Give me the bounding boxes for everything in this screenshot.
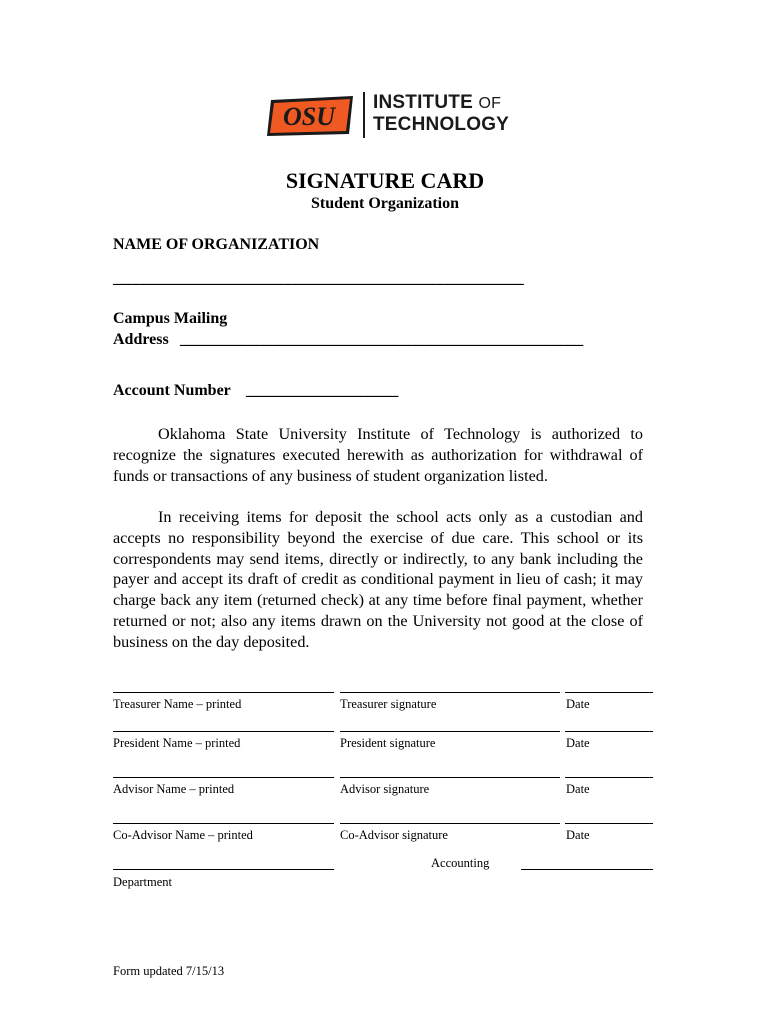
coadvisor-date-line[interactable] bbox=[565, 823, 653, 824]
logo-text bbox=[373, 92, 509, 135]
president-date-label: Date bbox=[566, 736, 590, 750]
logo-divider bbox=[363, 92, 365, 138]
treasurer-date-line[interactable] bbox=[565, 692, 653, 693]
osu-brand-text: OSU bbox=[282, 102, 336, 131]
president-name-line[interactable] bbox=[113, 731, 334, 732]
authorization-paragraph: Oklahoma State University Institute of Technology is authorized to recognize the signatures executed herewith as authorization for withdrawal of funds or transactions of any business of student organization listed. bbox=[113, 425, 643, 485]
logo-institute: INSTITUTE bbox=[373, 92, 473, 113]
department-label: Department bbox=[113, 875, 173, 889]
advisor-date-line[interactable] bbox=[565, 777, 653, 778]
advisor-date-label: Date bbox=[566, 782, 590, 796]
org-name-label: NAME OF ORGANIZATION bbox=[113, 236, 320, 253]
accounting-line[interactable] bbox=[521, 869, 653, 870]
advisor-signature-line[interactable] bbox=[340, 777, 560, 778]
account-number-field[interactable]: ____________________ bbox=[246, 382, 399, 399]
account-number-label: Account Number bbox=[113, 382, 231, 399]
treasurer-name-line[interactable] bbox=[113, 692, 334, 693]
president-signature-label: President signature bbox=[340, 736, 436, 750]
coadvisor-signature-line[interactable] bbox=[340, 823, 560, 824]
page-title: SIGNATURE CARD bbox=[285, 168, 485, 193]
deposit-terms-paragraph: In receiving items for deposit the school acts only as a custodian and accepts no responsibility beyond the exercise of due care. This school or its correspondents may send items, directly or indirectly, to any bank including the payer and accept its draft of credit as conditional payment in lieu of cash; it may charge back any item (returned check) at any time before final payment, whether returned or not; also any items drawn on the University not good at the close of business on the day deposited. bbox=[113, 508, 643, 651]
treasurer-date-label: Date bbox=[566, 697, 590, 711]
mailing-label-line1: Campus Mailing bbox=[113, 310, 228, 327]
president-signature-line[interactable] bbox=[340, 731, 560, 732]
logo-technology: TECHNOLOGY bbox=[373, 114, 510, 135]
coadvisor-name-line[interactable] bbox=[113, 823, 334, 824]
osu-brand-logo-icon bbox=[265, 94, 355, 138]
treasurer-signature-line[interactable] bbox=[340, 692, 560, 693]
org-name-field[interactable]: ______________________________________________________ bbox=[113, 270, 524, 287]
mailing-label-line2: Address bbox=[113, 331, 169, 348]
institute-logo bbox=[265, 90, 510, 142]
advisor-name-label: Advisor Name – printed bbox=[113, 782, 235, 796]
department-line[interactable] bbox=[113, 869, 334, 870]
page-subtitle: Student Organization bbox=[310, 195, 459, 212]
logo-of: OF bbox=[478, 95, 502, 112]
coadvisor-name-label: Co-Advisor Name – printed bbox=[113, 828, 253, 842]
treasurer-name-label: Treasurer Name – printed bbox=[113, 697, 242, 711]
accounting-label: Accounting bbox=[431, 856, 490, 870]
advisor-signature-label: Advisor signature bbox=[340, 782, 430, 796]
form-updated-note: Form updated 7/15/13 bbox=[113, 964, 225, 978]
advisor-name-line[interactable] bbox=[113, 777, 334, 778]
coadvisor-date-label: Date bbox=[566, 828, 590, 842]
treasurer-signature-label: Treasurer signature bbox=[340, 697, 437, 711]
mailing-address-field[interactable]: _____________________________________________________ bbox=[180, 331, 583, 348]
president-date-line[interactable] bbox=[565, 731, 653, 732]
president-name-label: President Name – printed bbox=[113, 736, 241, 750]
coadvisor-signature-label: Co-Advisor signature bbox=[340, 828, 448, 842]
